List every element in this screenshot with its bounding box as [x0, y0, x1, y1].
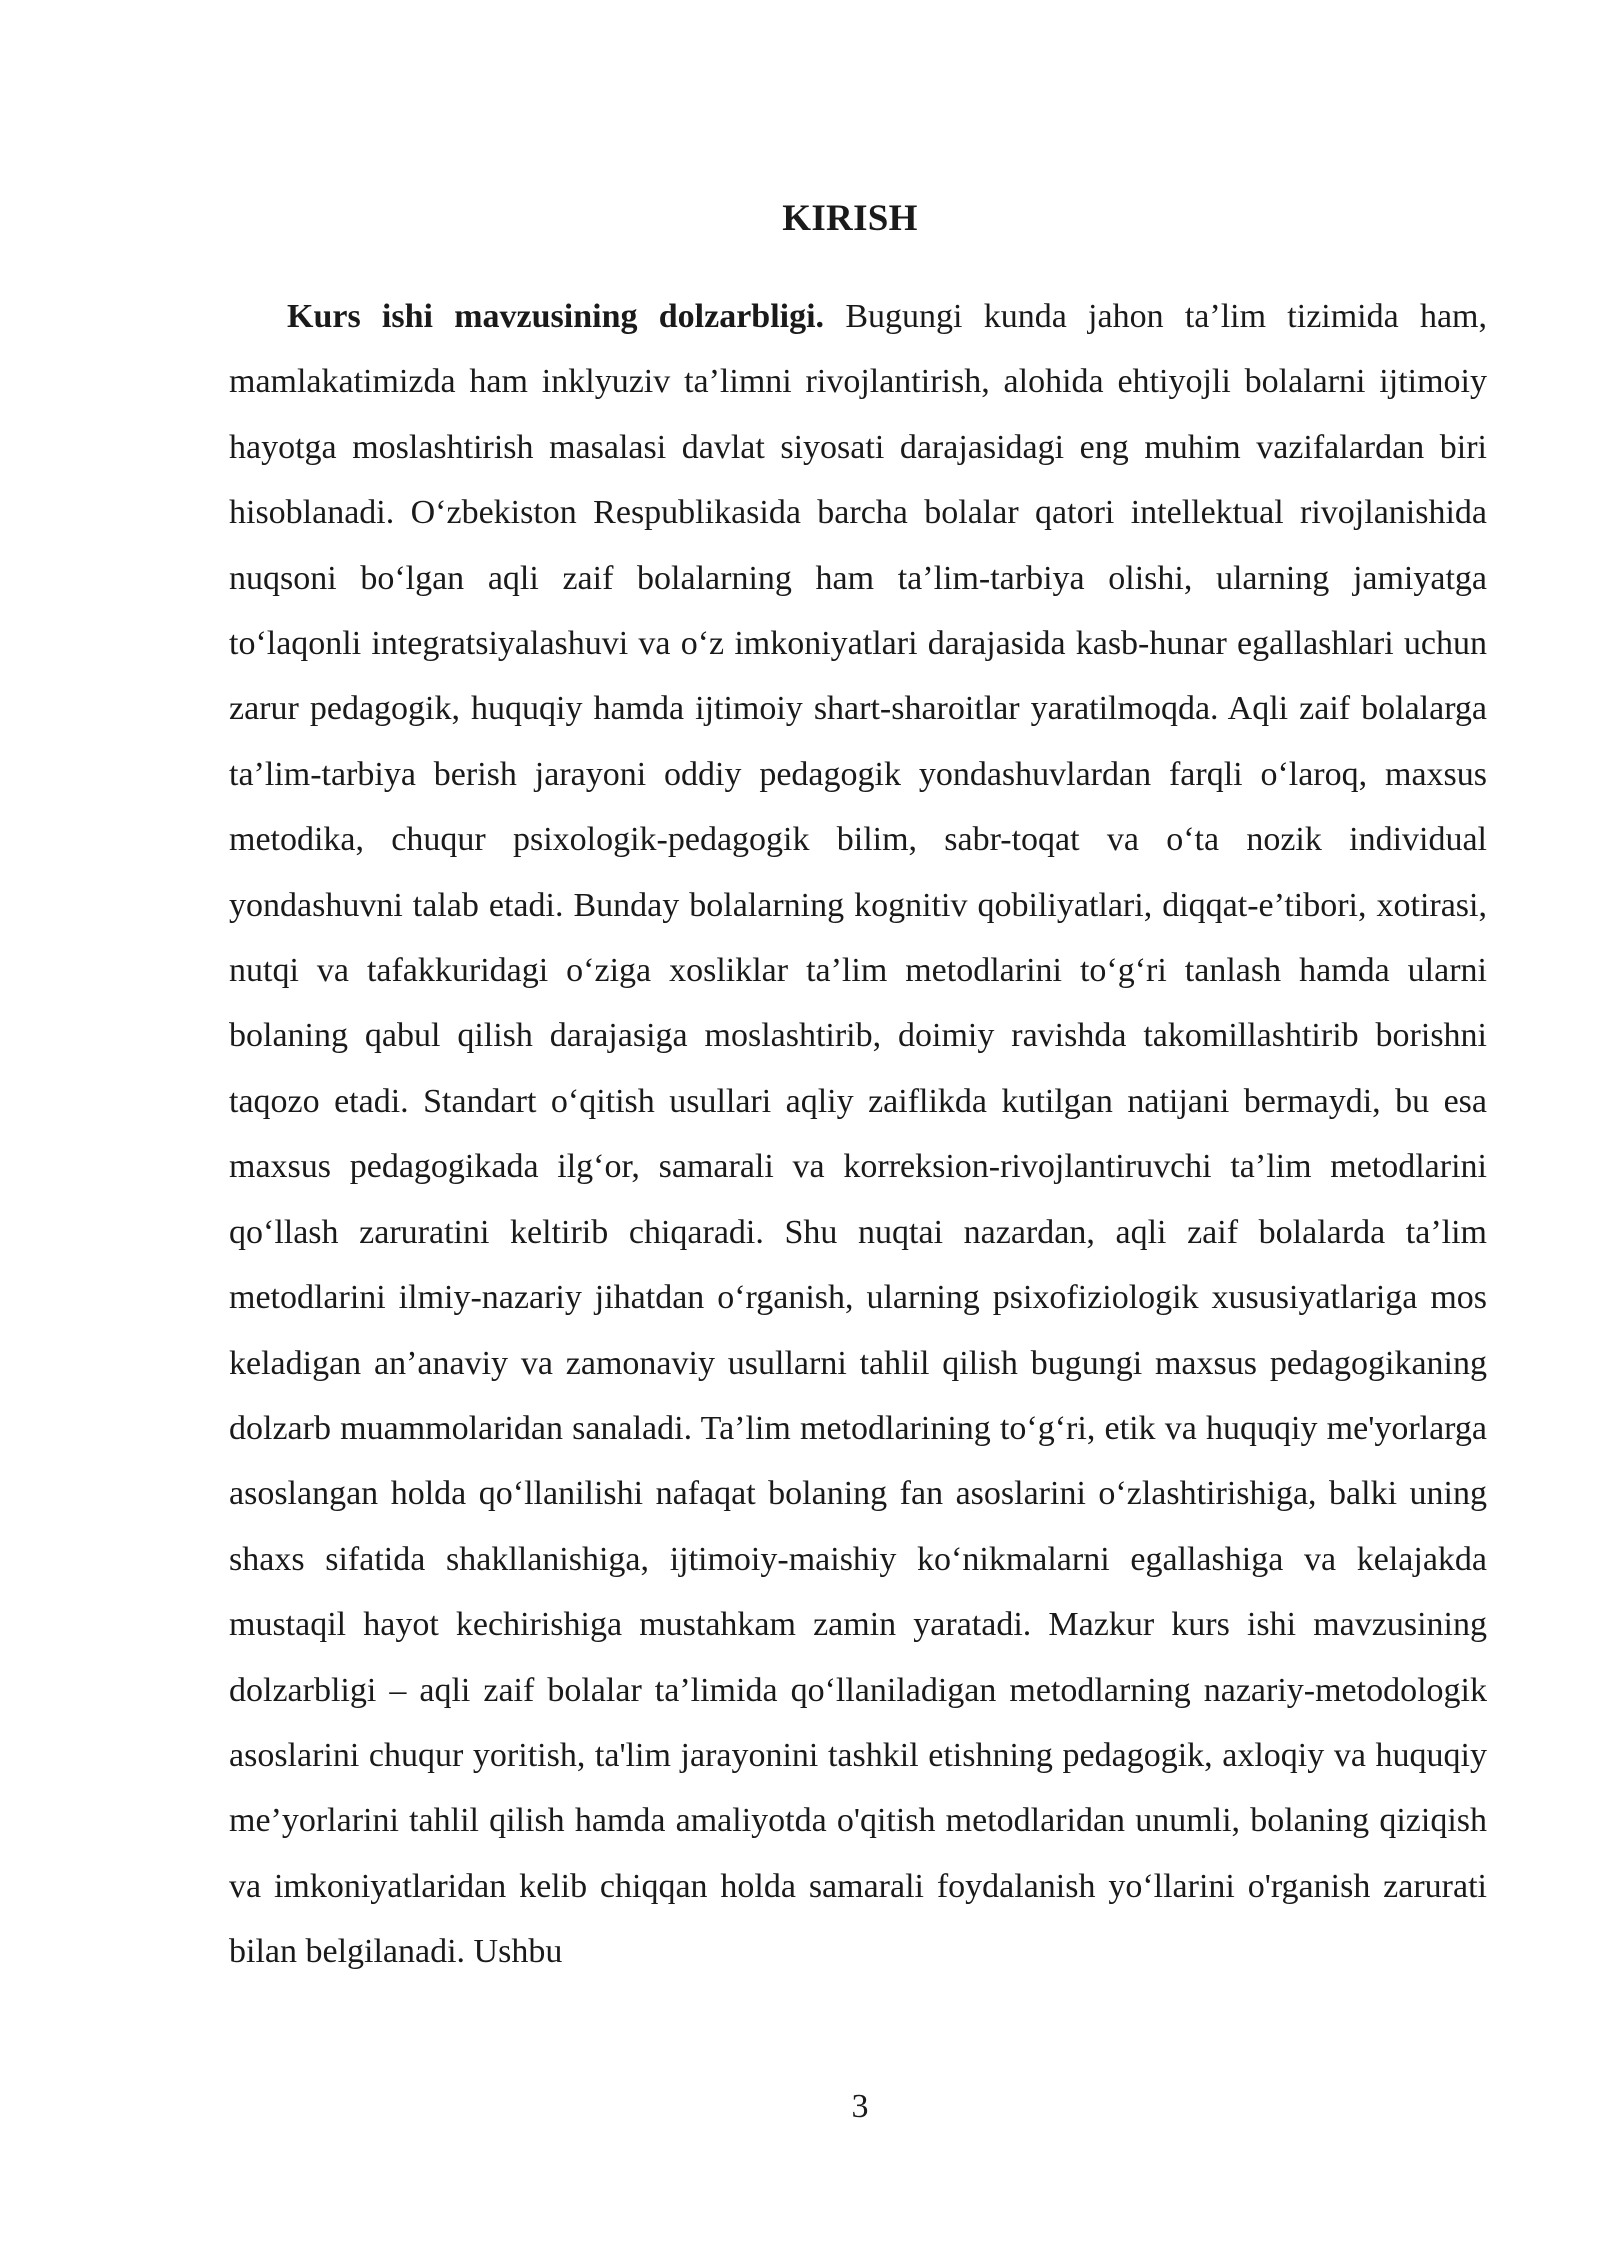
paragraph-text: Bugungi kunda jahon ta’lim tizimida ham, mamlakatimizda ham inklyuziv ta’limni rivojlantirish, alohida ehtiyojli bolalarni ijtimoiy hayotga moslashtirish masalasi davlat siyosati darajasidagi eng muhim vazifalardan biri hisoblanadi. O‘zbekiston Respublikasida barcha bolalar qatori intellektual rivojlanishida nuqsoni bo‘lgan aqli zaif bolalarning ham ta’lim-tarbiya olishi, ularning jamiyatga to‘laqonli integratsiyalashuvi va o‘z imkoniyatlari darajasida kasb-hunar egallashlari uchun zarur pedagogik, huquqiy hamda ijtimoiy shart-sharoitlar yaratilmoqda. Aqli zaif bolalarga ta’lim-tarbiya berish jarayoni oddiy pedagogik yondashuvlardan farqli o‘laroq, maxsus metodika, chuqur psixologik-pedagogik bilim, sabr-toqat va o‘ta nozik individual yondashuvni talab etadi. Bunday bolalarning kognitiv qobiliyatlari, diqqat-e’tibori, xotirasi, nutqi va tafakkuridagi o‘ziga xosliklar ta’lim metodlarini to‘g‘ri tanlash hamda ularni bolaning qabul qilish darajasiga moslashtirib, doimiy ravishda takomillashtirib borishni taqozo etadi. Standart o‘qitish usullari aqliy zaiflikda kutilgan natijani bermaydi, bu esa maxsus pedagogikada ilg‘or, samarali va korreksion-rivojlantiruvchi ta’lim metodlarini qo‘llash zaruratini keltirib chiqaradi. Shu nuqtai nazardan, aqli zaif bolalarda ta’lim metodlarini ilmiy-nazariy jihatdan o‘rganish, ularning psixofiziologik xususiyatlariga mos keladigan an’anaviy va zamonaviy usullarni tahlil qilish bugungi maxsus pedagogikaning dolzarb muammolaridan sanaladi. Ta’lim metodlarining to‘g‘ri, etik va huquqiy me'yorlarga asoslangan holda qo‘llanilishi nafaqat bolaning fan asoslarini o‘zlashtirishiga, balki uning shaxs sifatida shakllanishiga, ijtimoiy-maishiy ko‘nikmalarni egallashiga va kelajakda mustaqil hayot kechirishiga mustahkam zamin yaratadi. Mazkur kurs ishi mavzusining dolzarbligi – aqli zaif bolalar ta’limida qo‘llaniladigan metodlarning nazariy-metodologik asoslarini chuqur yoritish, ta'lim jarayonini tashkil etishning pedagogik, axloqiy va huquqiy me’yorlarini tahlil qilish hamda amaliyotda o'qitish metodlaridan unumli, bolaning qiziqish va imkoniyatlaridan kelib chiqqan holda samarali foydalanish yo‘llarini o'rganish zarurati bilan belgilanadi. Ushbu	[229, 298, 1488, 1971]
paragraph-lead: Kurs ishi mavzusining dolzarbligi.	[287, 298, 825, 335]
section-heading: KIRISH	[782, 198, 918, 239]
page-number: 3	[851, 2088, 869, 2125]
body-paragraph	[229, 284, 1487, 1985]
